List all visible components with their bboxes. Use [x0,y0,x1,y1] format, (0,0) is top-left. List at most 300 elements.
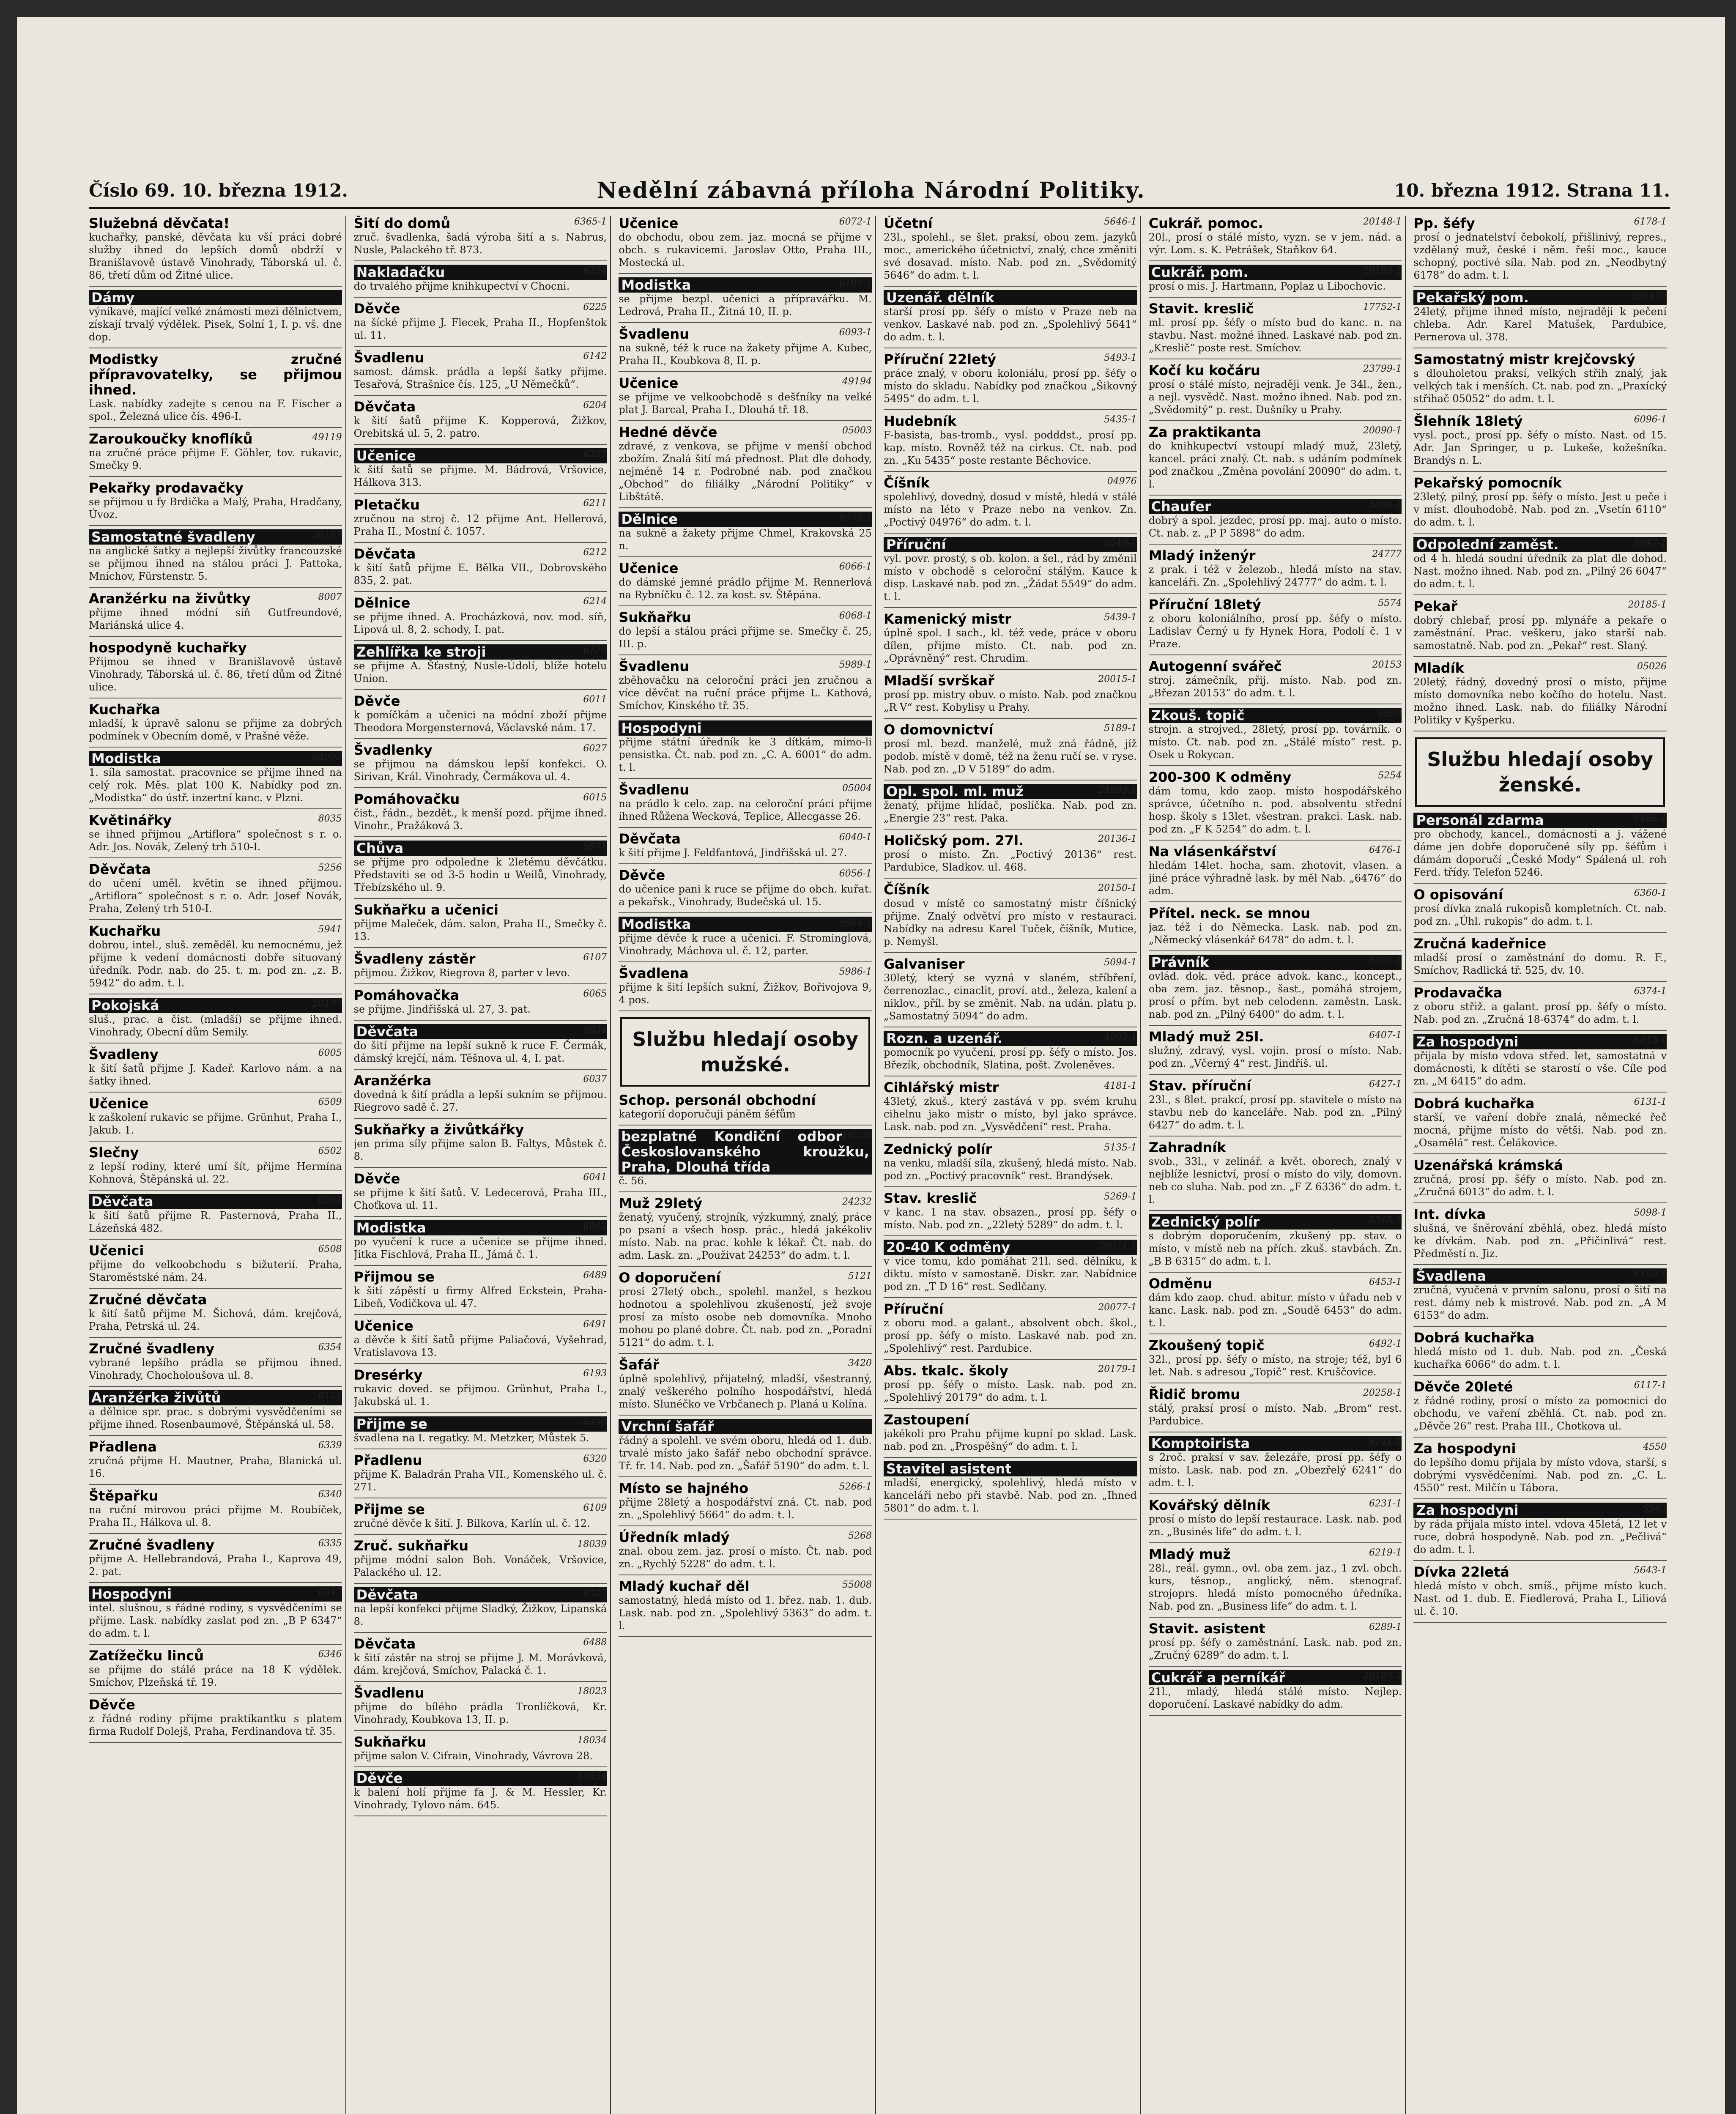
ad-title: Zruč. sukňařku [353,1538,469,1554]
ad-divider [1149,593,1402,594]
ad-number: 6347 [318,1587,342,1598]
classified-ad [1413,475,1667,528]
ad-number: 6360-1 [1634,888,1667,898]
ad-number: 05004 [842,783,872,794]
ad-divider [1413,1622,1667,1623]
ad-text: z oboru střiž. a galant. prosí pp. šéfy o místo. Nab. pod zn. „Zručná 18-6374“ do adm. t. l. [1413,1001,1667,1025]
ad-title: Číšník [884,882,930,898]
classified-ad [884,537,1137,603]
ad-number: 6131-1 [1634,1097,1667,1107]
ad-text: k šití šatů přijme K. Kopperová, Žižkov, Orebitská ul. 5, 2. patro. [353,415,607,439]
ad-divider [1413,981,1667,982]
ad-number: 5984-1 [839,917,872,928]
ad-title: Švadlenu [353,350,424,366]
classified-ad [354,1073,607,1114]
classified-ad [884,1301,1137,1355]
ad-number: 6066-1 [839,561,872,572]
ad-divider [354,346,607,347]
ad-text: stroj. zámečník, přij. místo. Nab. pod zn. „Březan 20153“ do adm. t. l. [1148,674,1402,699]
ad-text: výnikavé, mající velké známosti mezi dělnictvem, získají trvalý výdělek. Pisek, Solní 1, I. p. vš. dne dop. [89,306,342,343]
classified-ad [884,1240,1137,1293]
ad-divider [619,507,872,508]
ad-divider [1413,409,1667,410]
classified-ad [354,742,607,783]
ad-number: 20136-1 [1098,834,1137,844]
ad-divider [619,556,872,557]
ad-divider [89,476,342,477]
header-rule [89,207,1670,209]
ad-number: 6142 [583,351,607,361]
ad-title: Švadlena [1413,1268,1667,1284]
ad-title: Pletačku [353,497,420,513]
ad-title: Zednický polír [884,1141,992,1157]
ad-title: Děvče [353,1171,400,1187]
classified-ad [1149,906,1402,946]
classified-ad [619,1579,872,1632]
ad-number: 4550 [1643,1442,1667,1452]
ad-title: Muž 29letý [619,1195,703,1211]
ad-text: jakékoli pro Prahu přijme kupní po sklad. Lask. nab. pod zn. „Prospěšný“ do adm. t. l. [884,1428,1137,1452]
ad-title: Mladý inženýr [1148,548,1256,564]
classified-ad [1149,1670,1402,1711]
ad-number: 5435-1 [1104,414,1137,425]
ad-text: k šití šatů přijme M. Šichová, dám. krejčová, Praha, Petrská ul. 24. [89,1308,342,1332]
ad-divider [354,1069,607,1070]
ad-number: 5189-1 [1104,723,1137,734]
ad-divider [89,1141,342,1142]
ad-title: Opl. spol. ml. muž [884,784,1137,799]
classified-ad [1413,352,1667,405]
ad-number: 5098-1 [1634,1208,1667,1218]
classified-ad [1413,290,1667,343]
ad-divider [89,1742,342,1743]
ad-title: Aranžérka živůtů [89,1390,342,1405]
ad-number: 6415-1 [1634,1035,1667,1046]
classified-ad [884,216,1137,282]
classified-ad [619,917,872,957]
classified-ad [89,1047,342,1087]
ad-title: Děvče 20leté [1413,1379,1513,1395]
classified-ad [354,216,607,256]
ad-title: Stavitel asistent [884,1461,1137,1476]
ad-text: kategorií doporučuji páněm šéfům [619,1108,796,1120]
ad-divider [89,919,342,920]
ad-divider [619,1191,872,1192]
ad-title: Cukrář. pomoc. [1148,216,1263,231]
ad-text: kuchařky, panské, děvčata ku vší práci dobré služby ihned do lepších domů obdrží v Branišlavově ústavě Vinohrady, Táborská ul. č. 86, třetí dům od Žitné ulice. [89,231,342,281]
ad-divider [619,273,872,274]
classified-ad [884,611,1137,665]
ad-title: Děvčata [619,831,681,847]
ad-number: 6400-1 [1369,956,1402,966]
classified-ad [1149,1214,1402,1268]
ad-text: dám tomu, kdo zaop. místo hospodářského správce, účetního n. pod. absolventu střední hosp. školy s 13let. všestran. prakci. Lask. nab. pod zn. „F K 5254“ do adm. t. l. [1148,785,1402,835]
ad-divider [884,471,1137,472]
ad-divider [619,654,872,655]
ad-text: na lepší konfekci přijme Sladký, Žižkov, Lipanská 8. [353,1603,607,1627]
ad-title: Dívka 22letá [1413,1564,1509,1580]
ad-divider [1413,471,1667,472]
classified-ad [89,352,342,423]
ad-text: přijme módní salon Boh. Vonáček, Vršovice, Palackého ul. 12. [353,1554,607,1578]
ad-divider [619,322,872,323]
ad-text: k šití zástěr na stroj se přijme J. M. Morávková, dám. krejčová, Smíchov, Palacká č. 1. [353,1652,607,1676]
ad-title: O opisování [1413,887,1503,903]
ad-text: Lask. nabídky zadejte s cenou na F. Fischer a spol., Železná ulice čís. 496-I. [89,398,342,422]
ad-divider [354,591,607,592]
ad-divider [89,1644,342,1645]
ad-text: přijmou. Žižkov, Riegrova 8, parter v levo. [353,967,570,979]
ad-title: Modistka [354,1220,607,1235]
ad-number: 6096-1 [1634,414,1667,425]
ad-title: Hedné děvče [619,424,717,440]
ad-number: 8035 [318,813,342,824]
ad-text: se přijme do stálé práce na 18 K výdělek. Smíchov, Plzeňská tř. 19. [89,1664,342,1688]
ad-divider [354,983,607,984]
ad-text: jaz. též i do Německa. Lask. nab. pod zn. „Německý vlásenkář 6478“ do adm. t. l. [1148,921,1402,946]
ad-number: 6011 [583,694,607,705]
ad-text: v kanc. 1 na stav. obsazen., prosí pp. šéfy o místo. Nab. pod zn. „22letý 5289“ do adm. t. l. [884,1206,1137,1231]
ad-text: strojn. a strojved., 28letý, prosí pp. továrník. o místo. Ct. nab. pod zn. „Stálé místo“ rest. p. Osek u Rokycan. [1148,723,1402,761]
classified-ad [354,1453,607,1493]
ad-number: 05026 [1637,661,1667,672]
ad-title: Přadlena [89,1439,157,1455]
ad-divider [1413,1092,1667,1093]
ad-title: Zastoupení [884,1412,969,1428]
ad-title: O doporučení [619,1270,721,1286]
ad-text: s dlouholetou praksí, velkých střih znalý, jak velkých tak i menších. Ct. nab. pod zn. „Praxícký střihač 05052“ do adm. t. l. [1413,367,1667,405]
classified-ad [354,1502,607,1530]
ad-title: Zručné děvčata [89,1292,207,1308]
ad-title: Hospodyni [89,1586,342,1602]
ad-title: Děvčata [353,399,416,415]
classified-ad [884,1191,1137,1231]
ad-title: Pokojská [89,998,342,1013]
ad-number: 6065 [583,989,607,999]
ad-text: 20letý, řádný, dovedný prosí o místo, přijme místo domovníka nebo kočího do hotelu. Nast. možno ihned. Lask. nab. do filiálky Národní Politiky v Kyšperku. [1413,676,1667,726]
classified-ad [354,791,607,832]
ad-title: Příruční [884,537,1137,552]
ad-title: Děvčata [354,1587,607,1602]
ad-title: Dělnice [619,512,872,527]
ad-title: Děvče [353,301,400,317]
ad-number: 18034 [577,1735,607,1746]
classified-ad [1149,708,1402,761]
classified-ad [619,831,872,859]
ad-text: se přijme pro odpoledne k 2letému děvčátku. Představiti se od 3-5 hodin u Weilů, Vinohrady, Třebízského ul. 9. [353,856,607,893]
ad-text: pomocník po vyučení, prosí pp. šéfy o místo. Jos. Březík, obchodník, Slatina, pošt. Zvoleněves. [884,1046,1137,1071]
classified-ad [619,1093,872,1120]
column-4 [884,216,1141,2114]
classified-ad [89,923,342,989]
ad-number: 6504 [318,1195,342,1205]
ad-number: 23799-1 [1363,364,1402,374]
ad-text: do lepšího domu přijala by místo vdova, starší, s dobrými vysvědčeními. Nab. pod zn. „C. L. 4550“ rest. Milčín u Tábora. [1413,1457,1667,1494]
ad-divider [619,605,872,606]
classified-ad [1413,1158,1667,1198]
ad-title: Modistka [619,277,872,293]
ad-text: přijme do velkoobchodu s bižuterií. Praha, Staroměstské nám. 24. [89,1259,342,1283]
ad-text: do šití přijme na lepší sukně k ruce F. Čermák, dámský krejčí, nám. Těšnova ul. 4, I. pat. [353,1040,607,1064]
ad-divider [354,1632,607,1633]
ad-title: Děvčata [89,861,151,877]
ad-divider [619,961,872,962]
ad-number: 6365-1 [574,216,607,227]
ad-divider [354,1020,607,1021]
ad-divider [1149,654,1402,655]
classified-ad [1413,216,1667,282]
ad-number: 5549-1 [1104,538,1137,548]
classified-ad [1413,1379,1667,1432]
ad-divider [884,1408,1137,1409]
classified-ad [354,644,607,685]
ad-divider [884,718,1137,719]
ad-divider [1149,1542,1402,1543]
ad-divider [1149,495,1402,496]
ad-text: v vice tomu, kdo pomáhat 21l. sed. dělníku, k diktu. místo v samostaně. Diskr. zar. Nabídnice pod zn. „T D 16“ rest. Sedlčany. [884,1255,1137,1292]
ad-text: na zručné práce přijme F. Göhler, tov. rukavic, Smečky 9. [89,447,342,471]
ad-text: prosí pp. šéfy o místo. Lask. nab. pod zn. „Spolehlivý 20179“ do adm. t. l. [884,1379,1137,1403]
ad-text: zruč. švadlenka, šadá výroba šití a s. Nabrus, Nusle, Palackého tř. 873. [353,231,607,256]
ad-title: Zkoušený topič [1148,1337,1265,1353]
ad-divider [1413,1326,1667,1327]
ad-divider [619,1415,872,1416]
ad-title: Samostatné švadleny [89,529,342,545]
ad-divider [89,1288,342,1289]
ad-title: Zednický polír [1149,1214,1402,1230]
ad-divider [884,1457,1137,1458]
ad-divider [354,898,607,899]
classified-ad [354,1636,607,1677]
ad-text: po vyučení k ruce a učenice se přijme ihned. Jitka Fischlová, Praha II., Jámá č. 1. [353,1236,607,1260]
classified-ad [1149,265,1402,293]
classified-ad [1149,499,1402,539]
ad-title: Za hospodyni [1413,1440,1516,1457]
ad-title: Číšník [884,475,930,491]
ad-title: Dámy [89,290,342,305]
ad-title: Dobrá kuchařka [1413,1330,1535,1346]
classified-ad [354,902,607,943]
ad-title: Komptoirista [1149,1436,1402,1451]
ad-title: Mladší svrškař [884,673,994,689]
ad-divider [884,1519,1137,1520]
classified-ad [354,1587,607,1628]
ad-title: Učenice [619,216,679,231]
ad-title: Sukňařku [353,1734,426,1750]
ad-divider [884,878,1137,879]
ad-divider [884,409,1137,410]
classified-ad [1149,1498,1402,1538]
ad-text: prosí pp. mistry obuv. o místo. Nab. pod značkou „R V“ rest. Kobylisy u Prahy. [884,689,1137,713]
classified-ad [354,1024,607,1065]
ad-title: Přítel. neck. se mnou [1148,905,1310,921]
newspaper-page [17,17,1725,2114]
classified-ad [89,216,342,282]
ad-number: 6034 [583,1025,607,1035]
ad-title: Aranžérka [353,1073,432,1089]
ad-title: Zaroukoučky knoflíků [89,431,253,447]
classified-ad [1413,813,1667,879]
ad-columns [89,216,1670,2114]
ad-divider [354,787,607,788]
ad-divider [1413,1375,1667,1376]
classified-ad [619,1129,872,1187]
ad-title: Příruční [884,1301,944,1317]
ad-divider [1413,286,1667,287]
ad-number: 6508 [318,1244,342,1254]
ad-divider [1149,1666,1402,1667]
classified-ad [884,290,1137,343]
classified-ad [1149,955,1402,1021]
ad-title: Hudebník [884,413,957,429]
ad-divider [354,640,607,641]
classified-ad [884,784,1137,824]
ad-number: 6178-1 [1634,216,1667,227]
ad-title: Děvčata [353,546,416,562]
ad-divider [884,1186,1137,1187]
ad-divider [1149,260,1402,261]
ad-divider [1413,533,1667,534]
ad-number: 20109-1 [1363,1671,1402,1681]
ad-text: se přijme k šití šatů. V. Ledecerová, Praha III., Choťkova ul. 11. [353,1187,607,1211]
ad-title: Sukňařky a živůtkářky [353,1122,524,1138]
ad-title: Švadlenu [619,782,689,798]
ad-number: 6219-1 [1369,1547,1402,1558]
ad-divider [354,444,607,445]
ad-number: 5898-1 [1369,500,1402,510]
ad-divider [884,286,1137,287]
ad-text: prosí o stálé místo, nejraději venk. Je 34l., žen., a nejl. vysvědč. Nast. možno ihned. Nab. pod zn. „Svědomitý“ p. rest. Dušníky u Prahy. [1148,378,1402,416]
ad-text: vyl. povr. prostý, s ob. kolon. a šel., rád by změnil místo v obchodě s celoroční stálým. Kauce k disp. Laskavé nab. pod zn. „Žádat 5549“ do adm. t. l. [884,553,1137,602]
ad-text: z prak. i též v železob., hledá místo na stav. kanceláři. Zn. „Spolehlivý 24777“ do adm. t. l. [1148,564,1402,588]
ad-text: od 4 h. hledá soudní úředník za plat dle dohod. Nast. možno ihned. Nab. pod zn. „Pilný 26 6047“ do adm. t. l. [1413,553,1667,590]
classified-ad [619,512,872,552]
ad-text: zdravé, z venkova, se přijme v menší obchod zbožím. Znalá šití má přednost. Plat dle dohody, nejméně 14 r. Podrobné nab. pod značkou „Obchod“ do filiálky „Národní Politiky“ v Libštátě. [619,440,872,503]
ad-number: 5986-1 [839,967,872,977]
ad-text: přijme děvče k ruce a učenici. F. Strominglová, Vinohrady, Máchova ul. č. 12, parter. [619,932,872,957]
ad-text: F-basista, bas-tromb., vysl. podddst., prosí pp. kap. místo. Rovněž též na cirkus. Ct. nab. pod zn. „Ku 5435“ poste restante Běchovice. [884,429,1137,466]
classified-ad [89,529,342,583]
ad-text: k šití šatů přijme J. Kadeř. Karlovo nám. a na šatky ihned. [89,1062,342,1087]
ad-title: 200-300 K odměny [1148,769,1292,785]
ad-number: 5871 [583,841,607,852]
ad-divider [89,808,342,809]
classified-ad [354,546,607,587]
ad-divider [354,493,607,494]
ad-text: s dobrým doporučením, zkušený pp. stav. o místo, v místě neb na přích. zkuš. stavbách. Zn. „B B 6315“ do adm. t. l. [1148,1230,1402,1267]
ad-divider [619,420,872,421]
ad-number: 5266-1 [839,1481,872,1492]
ad-text: zručná, vyučená v prvním salonu, prosí o šití na rest. dámy neb k mistrové. Nab. pod zn. „A M 6153“ do adm. [1413,1284,1667,1321]
ad-divider [89,1582,342,1583]
ad-title: Sukňařku [619,609,691,625]
classified-ad [619,868,872,908]
ad-number: 6374-1 [1634,986,1667,997]
ad-text: k šití šatů přijme R. Pasternová, Praha II., Lázeňská 482. [89,1210,342,1234]
ad-number: 20150-1 [1098,883,1137,893]
ad-number: 3420 [848,1358,872,1369]
ad-divider [884,607,1137,608]
classified-ad [89,813,342,853]
ad-number: 6488 [583,1637,607,1648]
classified-ad [1413,1564,1667,1618]
classified-ad [354,1318,607,1359]
ad-divider [619,1353,872,1354]
ad-divider [1149,1025,1402,1026]
classified-ad [619,966,872,1006]
ad-number: 6476-1 [1369,845,1402,855]
ad-number: 5268 [848,1531,872,1541]
ad-text: 24letý, přijme ihned místo, nejraději k pečení chleba. Adr. Karel Matušek, Pardubice, Pernerova ul. 378. [1413,306,1667,343]
classified-ad [89,1697,342,1738]
ad-divider [1149,765,1402,766]
ad-text: z oboru mod. a galant., absolvent obch. škol., prosí pp. šéfy o místo. Laskavé nab. pod zn. „Spolehlivý“ rest. Pardubice. [884,1317,1137,1354]
ad-title: Šití do domů [353,216,451,231]
ad-divider [354,1118,607,1119]
classified-ad [89,1145,342,1186]
ad-title: Zahradník [1148,1139,1226,1156]
ad-divider [1149,1074,1402,1075]
classified-ad [354,693,607,734]
ad-title: Děvče [89,1697,135,1713]
ad-text: prosí o místo. Zn. „Poctivý 20136“ rest. Pardubice, Sladkov. ul. 468. [884,849,1137,873]
ad-title: Učenice [619,375,679,391]
ad-number: 6212 [583,547,607,558]
classified-ad [619,277,872,318]
ad-title: Děvčata [354,1024,607,1039]
ad-divider [1413,932,1667,933]
ad-number: 5493-1 [1104,353,1137,363]
classified-ad [354,1122,607,1163]
ad-text: 23l., s 8let. prakcí, prosí pp. stavitele o místo na stavbu neb do kanceláře. Nab. pod zn. „Pilný 6427“ do adm. t. l. [1148,1094,1402,1131]
ad-number: 6078-1 [839,512,872,523]
ad-title: Kočí ku kočáru [1148,362,1260,378]
ad-text: 21l., mladý, hledá stálé místo. Nejlep. doporučení. Laskavé nabídky do adm. [1148,1686,1402,1710]
classified-ad [1149,1338,1402,1378]
classified-ad [884,956,1137,1022]
classified-ad [1413,1034,1667,1087]
ad-title: Služebná děvčata! [89,216,230,231]
classified-ad [354,1771,607,1811]
classified-ad [619,1419,872,1472]
ad-text: 23l., spolehl., se šlet. praksí, obou zem. jazyků moc., amerického účetnictví, znalý, chce změniti své dosavad. místo. Nab. pod zn. „Svědomitý 5646“ do adm. t. l. [884,231,1137,281]
ad-divider [354,1265,607,1266]
ad-text: úplně spolehlivý, přijatelný, mladší, všestranný, znalý veškerého polního hospodářství, hledá místo. Slunéčko ve Vrbčanech p. Planá u Kolína. [619,1373,872,1410]
ad-number: 6042 [583,1221,607,1232]
ad-divider [1149,544,1402,545]
classified-ad [1413,1268,1667,1322]
ad-title: Cukrář a perníkář [1149,1670,1402,1685]
ad-divider [89,525,342,526]
ad-number: 6225 [583,302,607,312]
classified-ad [1149,1140,1402,1206]
classified-ad [619,1481,872,1521]
ad-text: přijme státní úředník ke 3 dítkám, mimo-li pensistka. Čt. nab. pod zn. „C. A. 6001“ do adm. t. l. [619,736,872,773]
ad-divider [354,836,607,837]
ad-divider [619,1476,872,1477]
ad-divider [619,371,872,372]
ad-title: Int. dívka [1413,1206,1486,1222]
classified-ad [354,399,607,440]
ad-divider [354,1412,607,1413]
ad-text: z oboru koloniálního, prosí pp. šéfy o místo. Ladislav Černý u fy Hynek Hora, Podolí č. 1 v Praze. [1148,613,1402,650]
ad-text: samost. dámsk. prádla a lepší šatky přijme. Tesařová, Strašnice čís. 125, „U Němečků“. [353,366,607,390]
ad-title: Zehlířka ke stroji [354,644,607,660]
classified-ad [1149,1547,1402,1613]
ad-title: Pp. šéfy [1413,216,1475,231]
ad-number: 6056-1 [839,868,872,879]
ad-number: 6599 [1378,709,1402,719]
